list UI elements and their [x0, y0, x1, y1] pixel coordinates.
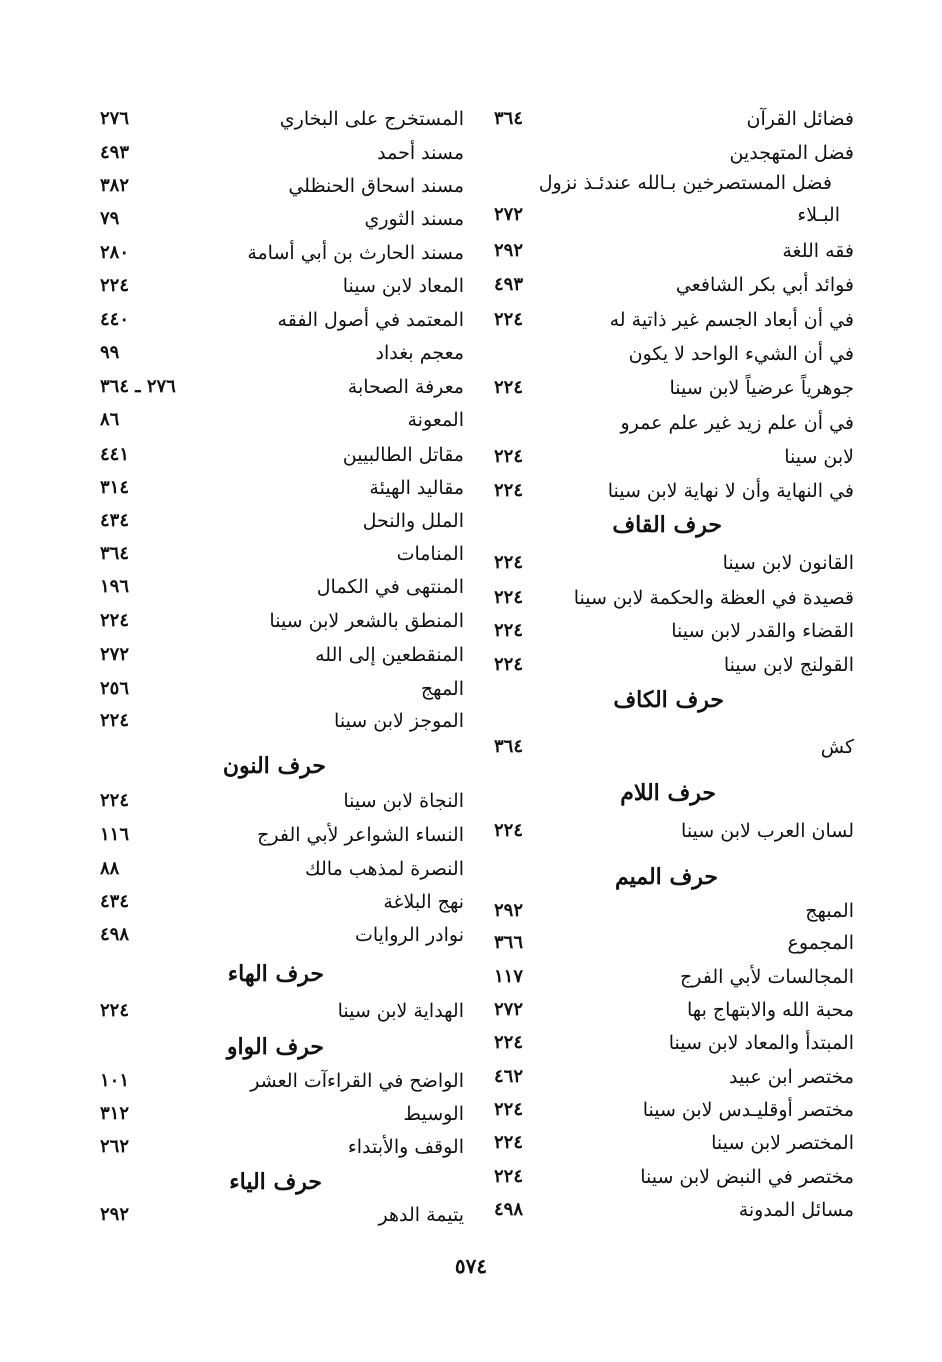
entry-page: ٢٢٤ [100, 275, 130, 296]
index-entry [88, 372, 464, 402]
index-entry [478, 1195, 854, 1225]
index-entry [88, 1200, 464, 1230]
entry-page: ٢٧٢ [494, 999, 524, 1020]
index-entry [88, 539, 464, 569]
index-entry [478, 305, 854, 335]
index-entry [88, 473, 464, 503]
index-entry [478, 408, 854, 438]
index-entry [88, 706, 464, 736]
entry-title: المبتدأ والمعاد لابن سينا [668, 1032, 854, 1054]
index-entry [478, 168, 854, 198]
entry-title: لابن سينا [784, 446, 854, 468]
section-heading-ha: حرف الهاء [227, 961, 324, 987]
entry-title: المنطق بالشعر لابن سينا [269, 610, 464, 632]
entry-page: ٤٤١ [100, 444, 130, 465]
entry-page: ٢٢٤ [494, 587, 524, 608]
entry-page: ٢٧٦ [100, 108, 130, 129]
entry-page: ٣٦٤ [494, 736, 524, 757]
index-entry [478, 816, 854, 846]
index-entry [88, 204, 464, 234]
entry-page: ٤٦٢ [494, 1066, 524, 1087]
entry-page: ١٩٦ [100, 576, 130, 597]
entry-title: في النهاية وأن لا نهاية لابن سينا [607, 480, 854, 502]
entry-title: لسان العرب لابن سينا [681, 820, 854, 842]
index-entry [478, 1062, 854, 1092]
entry-title: المجالسات لأبي الفرج [680, 966, 854, 988]
entry-title: المنقطعين إلى الله [315, 644, 464, 666]
entry-title: المعونة [407, 409, 464, 431]
entry-page: ٣٦٦ [494, 932, 524, 953]
entry-page: ٤٤٠ [100, 309, 130, 330]
entry-title: مختصر ابن عبيد [728, 1066, 854, 1088]
entry-page: ٢٦٢ [100, 1136, 130, 1157]
entry-page: ٢٩٢ [494, 240, 524, 261]
index-entry [478, 548, 854, 578]
entry-title: المعاد لابن سينا [342, 275, 464, 297]
section-heading-lam: حرف اللام [620, 780, 716, 806]
entry-title: في أن علم زيد غير علم عمرو [620, 412, 854, 434]
entry-title: معجم بغداد [375, 342, 464, 364]
index-entry [88, 1132, 464, 1162]
entry-page: ٢٢٤ [494, 1099, 524, 1120]
entry-page: ٢٥٦ [100, 678, 130, 699]
index-entry [88, 920, 464, 950]
section-heading-qaf: حرف القاف [612, 512, 722, 538]
page-number: ٥٧٤ [454, 1254, 488, 1278]
entry-title: المعتمد في أصول الفقه [277, 309, 464, 331]
entry-page: ١١٧ [494, 966, 524, 987]
entry-page: ٨٨ [100, 858, 120, 879]
index-entry [478, 270, 854, 300]
index-entry [478, 650, 854, 680]
entry-title: في أن الشيء الواحد لا يكون [628, 343, 854, 365]
entry-title: الموجز لابن سينا [334, 710, 464, 732]
entry-page: ٢٩٢ [100, 1204, 130, 1225]
index-entry [88, 104, 464, 134]
entry-title: النصرة لمذهب مالك [305, 858, 464, 880]
section-heading-waw: حرف الواو [226, 1034, 324, 1060]
entry-title: نهج البلاغة [383, 891, 464, 913]
entry-page: ٣٦٤ [100, 543, 130, 564]
index-entry [88, 640, 464, 670]
entry-page: ٤٩٣ [494, 274, 524, 295]
entry-page: ٢٢٤ [494, 1166, 524, 1187]
section-heading-ya: حرف الياء [229, 1169, 322, 1195]
entry-page: ٢٢٤ [100, 790, 130, 811]
index-entry [478, 200, 854, 230]
section-heading-nun: حرف النون [222, 753, 326, 779]
index-entry [478, 995, 854, 1025]
index-entry [478, 104, 854, 134]
index-entry [478, 236, 854, 266]
entry-page: ٢٢٤ [494, 309, 524, 330]
index-entry [88, 820, 464, 850]
entry-page: ١٠١ [100, 1070, 130, 1091]
entry-page: ٤٩٨ [494, 1199, 524, 1220]
index-entry [88, 786, 464, 816]
entry-title: الهداية لابن سينا [337, 1000, 464, 1022]
entry-title: في أن أبعاد الجسم غير ذاتية له [609, 309, 854, 331]
entry-title: المجموع [787, 932, 854, 954]
entry-page: ٤٣٤ [100, 891, 130, 912]
index-entry [478, 1095, 854, 1125]
index-entry [478, 138, 854, 168]
entry-title: القانون لابن سينا [722, 552, 854, 574]
entry-title: كش [820, 736, 854, 758]
entry-page: ٣٦٤ [494, 108, 524, 129]
index-entry [88, 506, 464, 536]
entry-page: ٢٨٠ [100, 242, 130, 263]
index-entry [88, 138, 464, 168]
entry-title: يتيمة الدهر [378, 1204, 464, 1226]
entry-page: ٢٧٢ [100, 644, 130, 665]
entry-page: ٢٢٤ [494, 654, 524, 675]
entry-page: ٣٨٢ [100, 175, 130, 196]
index-entry [478, 1028, 854, 1058]
entry-page: ٧٩ [100, 208, 120, 229]
entry-page: ٤٣٤ [100, 510, 130, 531]
index-entry [88, 606, 464, 636]
section-heading-kaf: حرف الكاف [613, 687, 724, 713]
entry-page: ٢٩٢ [494, 900, 524, 921]
entry-page: ٩٩ [100, 342, 120, 363]
entry-page: ٢٢٤ [100, 1000, 130, 1021]
entry-title: مسند الحارث بن أبي أسامة [247, 242, 464, 264]
index-entry [88, 854, 464, 884]
entry-title: مسند الثوري [364, 208, 464, 230]
entry-page: ٤٩٨ [100, 924, 130, 945]
entry-title: البـلاء [797, 204, 840, 226]
entry-title: الملل والنحل [362, 510, 464, 532]
entry-page: ٢٢٤ [100, 710, 130, 731]
entry-title: المهج [420, 678, 464, 700]
index-entry [88, 1099, 464, 1129]
entry-page: ٤٩٣ [100, 142, 130, 163]
index-entry [478, 962, 854, 992]
index-entry [88, 674, 464, 704]
index-entry [88, 996, 464, 1026]
index-entry [478, 616, 854, 646]
index-entry [478, 373, 854, 403]
entry-page: ١١٦ [100, 824, 130, 845]
entry-page: ٣١٤ [100, 477, 130, 498]
index-entry [478, 896, 854, 926]
entry-title: المنامات [396, 543, 464, 565]
entry-title: نوادر الروايات [354, 924, 464, 946]
entry-title: النساء الشواعر لأبي الفرج [257, 824, 464, 846]
index-entry [478, 476, 854, 506]
index-entry [88, 271, 464, 301]
entry-title: فوائد أبي بكر الشافعي [675, 274, 854, 296]
index-entry [88, 305, 464, 335]
index-entry [478, 583, 854, 613]
entry-page: ٣١٢ [100, 1103, 130, 1124]
entry-title: مسائل المدونة [738, 1199, 854, 1221]
entry-title: فضل المتهجدين [729, 142, 854, 164]
entry-title: الوسيط [403, 1103, 464, 1125]
entry-page: ٢٢٤ [494, 1032, 524, 1053]
index-entry [88, 171, 464, 201]
entry-title: مسند اسحاق الحنظلي [288, 175, 464, 197]
entry-page: ٢٢٤ [494, 480, 524, 501]
index-entry [88, 887, 464, 917]
index-entry [478, 442, 854, 472]
entry-title: المستخرج على البخاري [279, 108, 464, 130]
entry-title: فضل المستصرخين بـالله عندئـذ نزول [538, 172, 832, 194]
entry-title: مقاليد الهيئة [369, 477, 464, 499]
index-entry [88, 238, 464, 268]
entry-title: مختصر أوقليـدس لابن سينا [642, 1099, 854, 1121]
entry-page: ٢٢٤ [494, 820, 524, 841]
index-entry [478, 928, 854, 958]
index-entry [478, 1128, 854, 1158]
index-entry [88, 1066, 464, 1096]
index-entry [88, 440, 464, 470]
entry-page: ٢٢٤ [494, 1132, 524, 1153]
entry-title: فضائل القرآن [746, 108, 854, 130]
entry-page: ٢٢٤ [494, 552, 524, 573]
index-entry [478, 1162, 854, 1192]
entry-title: الوقف والأبتداء [347, 1136, 464, 1158]
entry-page: ٢٢٤ [494, 446, 524, 467]
section-heading-mim: حرف الميم [614, 864, 718, 890]
entry-page: ٢٢٤ [100, 610, 130, 631]
entry-title: المختصر لابن سينا [711, 1132, 854, 1154]
entry-title: مسند أحمد [377, 142, 464, 164]
entry-title: محبة الله والابتهاج بها [687, 999, 854, 1021]
entry-title: قصيدة في العظة والحكمة لابن سينا [573, 587, 854, 609]
entry-title: النجاة لابن سينا [343, 790, 464, 812]
entry-title: مقاتل الطالبيين [342, 444, 464, 466]
index-entry [478, 339, 854, 369]
entry-title: جوهرياً عرضياً لابن سينا [669, 377, 854, 399]
entry-title: مختصر في النبض لابن سينا [640, 1166, 854, 1188]
index-entry [478, 732, 854, 762]
index-entry [88, 338, 464, 368]
entry-title: المبهج [805, 900, 854, 922]
entry-page: ٨٦ [100, 409, 120, 430]
entry-page: ٢٧٢ [494, 204, 524, 225]
entry-page: ٢٢٤ [494, 377, 524, 398]
entry-title: فقه اللغة [782, 240, 854, 262]
entry-page: ٢٧٦ ـ ٣٦٤ [100, 376, 176, 397]
entry-title: القولنج لابن سينا [723, 654, 854, 676]
entry-page: ٢٢٤ [494, 620, 524, 641]
entry-title: الواضح في القراءآت العشر [250, 1070, 464, 1092]
entry-title: معرفة الصحابة [347, 376, 464, 398]
entry-title: المنتهى في الكمال [316, 576, 464, 598]
index-entry [88, 572, 464, 602]
entry-title: القضاء والقدر لابن سينا [671, 620, 854, 642]
index-entry [88, 405, 464, 435]
